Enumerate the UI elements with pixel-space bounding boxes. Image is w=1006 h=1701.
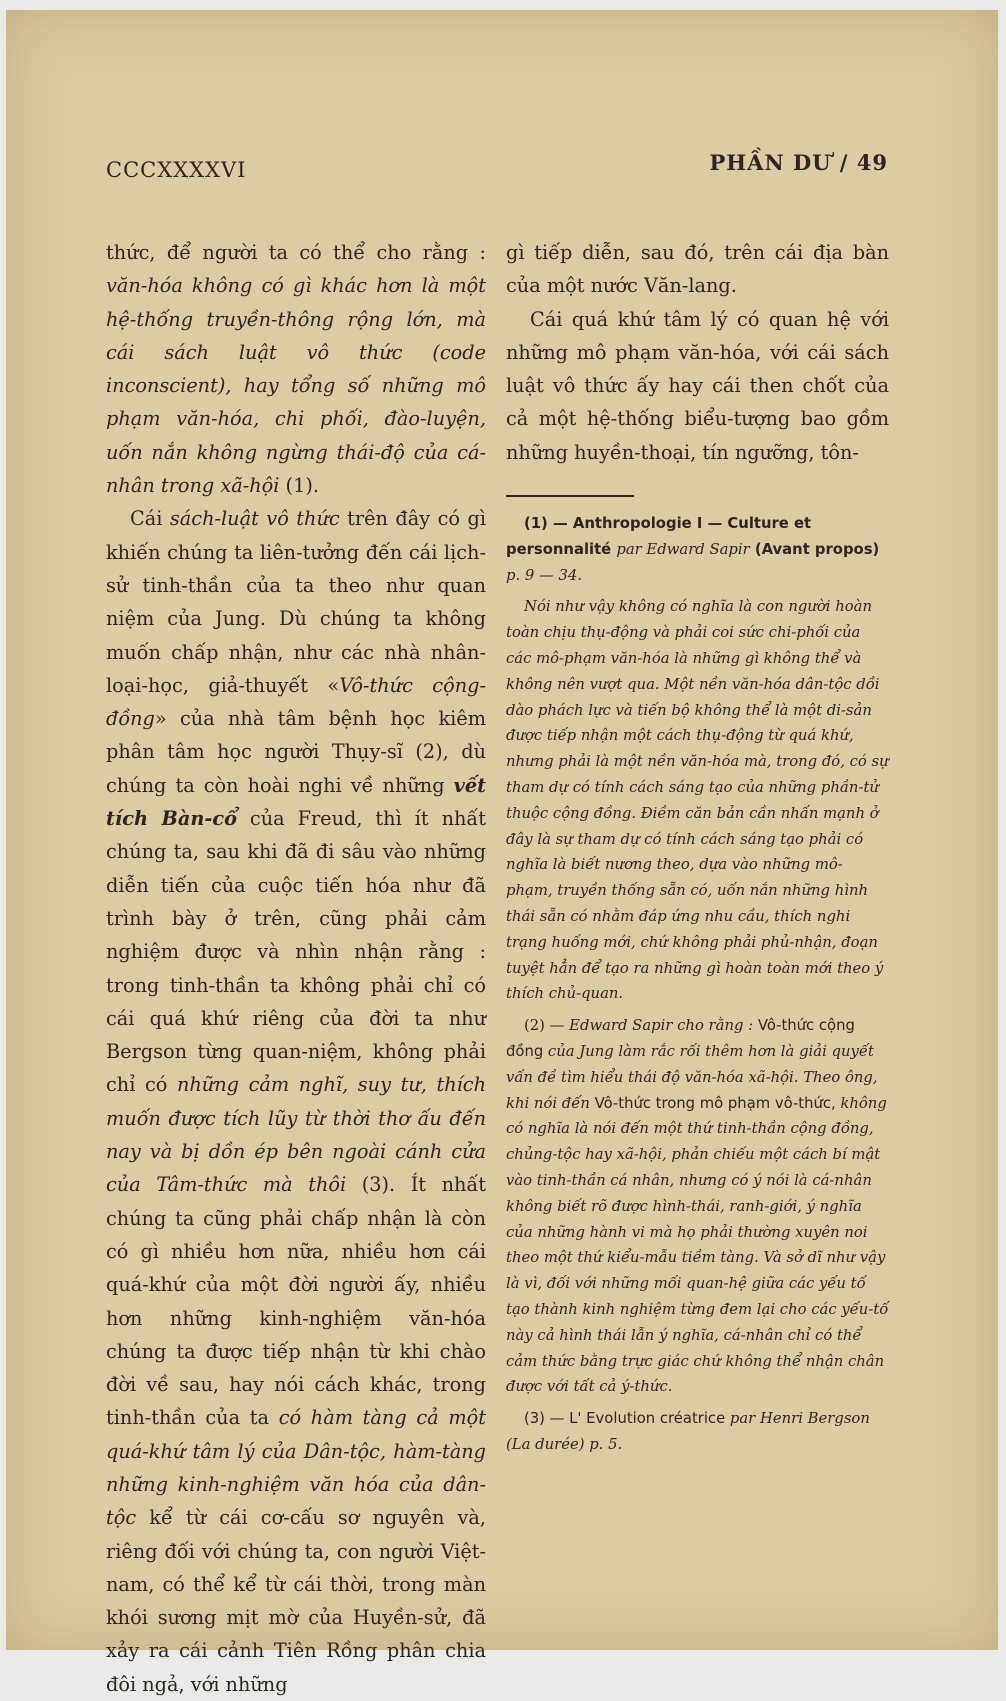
italic-term: vết tích Bàn-cổ [106, 773, 486, 831]
text-run: (3) — L' Evolution créatrice [524, 1410, 730, 1428]
paragraph-1 [106, 236, 486, 502]
text-run: p. 9 — 34. [506, 566, 583, 584]
text-run: Vô-thức cộng đồng [506, 1017, 855, 1061]
right-column [506, 236, 889, 1464]
running-header-left: CCCXXXXVI [106, 158, 247, 182]
text-run: Nói như vậy không có nghĩa là con người hoàn toàn chịu thụ-động và phải coi sức chi-phối của các mô-phạm văn-hóa là những gì không thể và không nên vượt qua. Một nền văn-hóa dân-tộc dồi dào phách lực và tiến bộ không thể là một di-sản được tiếp nhận một cách thụ-động từ quá khứ, nhưng phải là một nền văn-hóa mà, trong đó, có sự tham dự có tính cách sáng tạo của những phần-tử thuộc cộng đồng. Điềm căn bản cần nhấn mạnh ở đây là sự tham dự có tính cách sáng tạo phải có nghĩa là biết nương theo, dựa vào những mô-phạm, truyền thống sẵn có, uốn nắn những hình thái sẵn có nhằm đáp ứng nhu cầu, thích nghi trạng huống mới, chứ không phải phủ-nhận, đoạn tuyệt hẳn để tạo ra những gì hoàn toàn mới theo ý thích chủ-quan. [506, 598, 889, 1003]
book-page [6, 10, 998, 1696]
text-run: (Avant propos) [749, 540, 880, 558]
running-header-right: PHẦN DƯ / 49 [709, 150, 888, 175]
paragraph-4: Cái quá khứ tâm lý có quan hệ với những mô phạm văn-hóa, với cái sách luật vô thức ấy hay cái then chốt của cả một hệ-thống biểu-tượng bao gồm những huyền-thoại, tín ngưỡng, tôn- [506, 307, 889, 464]
text-run: par Henri Bergson (La durée) p. 5. [506, 1410, 870, 1453]
paragraph-2 [106, 502, 486, 1701]
text-run: Edward Sapir cho rằng : [569, 1017, 758, 1035]
text-run: Vô-thức trong mô phạm vô-thức, [594, 1094, 836, 1112]
text-run: par Edward Sapir [616, 540, 750, 558]
italic-quote: có hàm tàng cả một quá-khứ tâm lý của Dân-tộc, hàm-tàng những kinh-nghiệm văn hóa của dân-tộc [106, 1406, 487, 1530]
left-column [106, 236, 486, 1701]
italic-quote: những cảm nghĩ, suy tư, thích muốn được tích lũy từ thời thơ ấu đến nay và bị dồn ép bên ngoài cánh cửa của Tâm-thức mà thôi [106, 1073, 486, 1197]
footnote-divider [506, 495, 634, 497]
footnote-3 [506, 1406, 889, 1458]
italic-quote: văn-hóa không có gì khác hơn là một hệ-thống truyền-thông rộng lớn, mà cái sách luật vô thức (code inconscient), hay tổng số những mô phạm văn-hóa, chi phối, đào-luyện, uốn nắn không ngừng thái-độ của cá-nhân trong xã-hội [106, 274, 486, 498]
text-run: (2) — [524, 1017, 570, 1035]
footnotes [506, 511, 889, 1458]
italic-term: sách-luật vô thức [169, 507, 340, 531]
footnote-ref-1: (1). [279, 474, 319, 498]
text-run: Cái [130, 507, 170, 531]
text-run: » của nhà tâm bệnh học kiêm phân tâm học người Thụy-sĩ (2), dù chúng ta còn hoài nghi về những [106, 707, 486, 797]
text-run: (1) — Anthropologie I — Culture et personnalité [506, 515, 812, 558]
paragraph-3: gì tiếp diễn, sau đó, trên cái địa bàn của một nước Văn-lang. [506, 241, 889, 298]
text-run: trên đây có gì khiến chúng ta liên-tưởng đến cái lịch-sử tinh-thần của ta theo như quan niệm của Jung. Dù chúng ta không muốn chấp nhận, như các nhà nhân-loại-học, giả-thuyết « [106, 507, 486, 697]
text-run: (3). Ít nhất chúng ta cũng phải chấp nhận là còn có gì nhiều hơn nữa, nhiều hơn cái quá-khứ của một đời người ấy, nhiều hơn những kinh-nghiệm văn-hóa chúng ta được tiếp nhận từ khi chào đời về sau, hay nói cách khác, trong tinh-thần của ta [106, 1173, 487, 1430]
text-run: của Freud, thì ít nhất chúng ta, sau khi đã đi sâu vào những diễn tiến của cuộc tiến hóa như đã trình bày ở trên, cũng phải cảm nghiệm được và nhìn nhận rằng : trong tinh-thần ta không phải chỉ có cái quá khứ riêng của đời ta như Bergson từng quan-niệm, không phải chỉ có [106, 807, 486, 1097]
italic-term: Vô-thức cộng-đồng [106, 673, 486, 731]
text-run: kể từ cái cơ-cấu sơ nguyên và, riêng đối với chúng ta, con người Việt-nam, có thể kể từ cái thời, trong màn khói sương mịt mờ của Huyền-sử, đã xảy ra cái cảnh Tiên Rồng phân chia đôi ngả, với những [106, 1506, 486, 1696]
footnote-2 [506, 1013, 889, 1400]
footnote-1 [506, 511, 889, 588]
text-run: của Jung làm rắc rối thêm hơn là giải quyết vấn đề tìm hiểu thái độ văn-hóa xã-hội. Theo ông, khi nói đến [506, 1043, 878, 1112]
footnote-1-note [506, 594, 889, 1007]
text-run: thức, để người ta có thể cho rằng : [106, 241, 486, 264]
text-run: không có nghĩa là nói đến một thứ tinh-thần cộng đồng, chủng-tộc hay xã-hội, phản chiếu một cách bí mật vào tinh-thần cá nhân, nhưng có ý nói là cá-nhân không biết rõ được hình-thái, ranh-giới, ý nghĩa của những hành vi mà họ phải thường xuyên noi theo một thứ kiểu-mẫu tiềm tàng. Và sở dĩ như vậy là vì, đối với những mối quan-hệ giữa các yếu tố tạo thành kinh nghiệm từng đem lại cho các yếu-tố này cả hình thái lẫn ý nghĩa, cá-nhân chỉ có thể cảm thức bằng trực giác chứ không thể nhận chân được với tất cả ý-thức. [506, 1094, 889, 1396]
